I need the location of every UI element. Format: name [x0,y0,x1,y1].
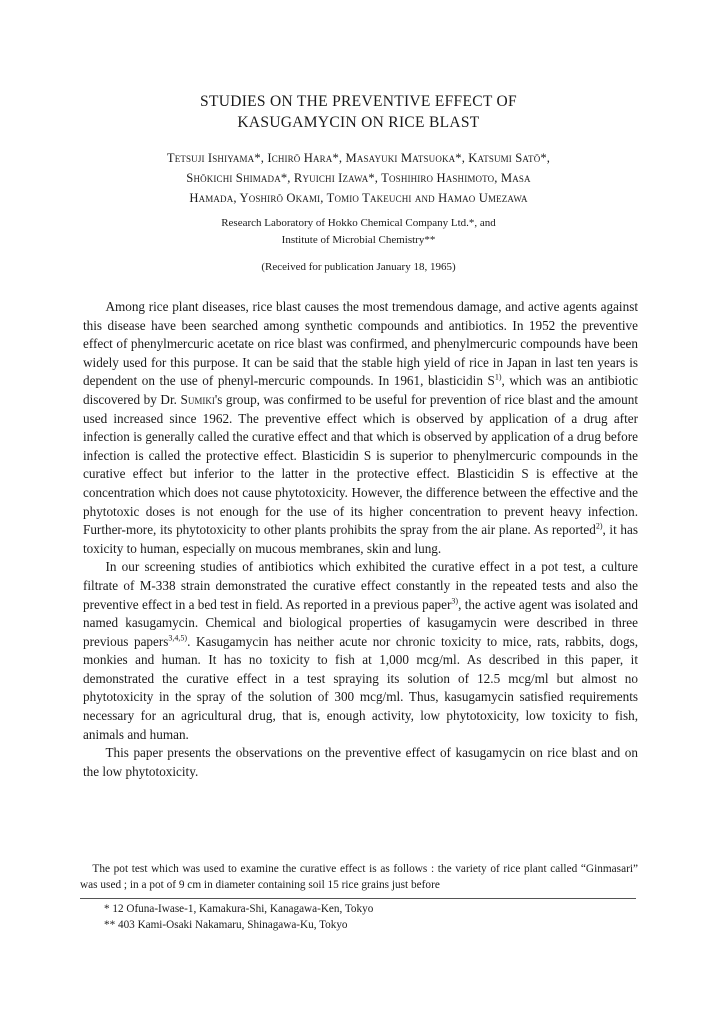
paragraph-text: 's group, was confirmed to be useful for prevention of rice blast and the amount used increased since 1962. The preventive effect which is observed by application of a drug after infection is generally called the curative effect and that which is observed by application of a drug before infection is called the protective effect. Blasticidin S is superior to phenylmercuric compounds in the curative effect but inferior to the latter in the protective effect. Blasticidin S is effective at the concentration which does not cause phytotoxicity. However, the difference between the effective and the phytotoxic doses is not enough for the use of its higher concentration to prevent heavy infection. Further-more, its phytotoxicity to other plants prohibits the spray from the air plane. As reported [83,391,639,538]
paragraph-text: Among rice plant diseases, rice blast causes the most tremendous damage, and active agents against this disease have been searched among synthetic compounds and antibiotics. In 1952 the preventive effect of phenylmercuric acetate on rice blast was confirmed, and phenylmercuric compounds have been widely used for this purpose. It can be said that the stable high yield of rice in Japan in last ten years is dependent on the use of phenyl-mercuric compounds. In 1961, blasticidin S [83,299,638,389]
article-title-line-1: STUDIES ON THE PREVENTIVE EFFECT OF [200,93,517,110]
reference-marker: 1) [494,372,502,382]
method-note: The pot test which was used to examine the curative effect is as follows : the variety of rice plant called “Ginmasari” was used ; in a pot of 9 cm in diameter containing soil 15 rice grains just before [80,863,638,891]
paragraph-text: , it has toxicity to human, especially on mucous membranes, skin and lung. [83,522,638,556]
authors-line-1: Tetsuji Ishiyama*, Ichirō Hara*, Masayuki Matsuoka*, Katsumi Satō*, [166,151,551,165]
footnote-2: ** 403 Kami-Osaki Nakamaru, Shinagawa-Ku, Tokyo [104,919,348,931]
paragraph-text: In our screening studies of antibiotics which exhibited the curative effect in a pot test, a culture filtrate of M-338 strain demonstrated the curative effect constantly in the repeated tests and also the preventive effect in a bed test in field. As reported in a previous paper [83,559,638,612]
paragraph-screening [83,558,638,744]
affiliation-line-2: Institute of Microbial Chemistry** [281,234,436,246]
reference-marker: 3) [451,596,459,606]
authors-line-3: Hamada, Yoshirō Okami, Tomio Takeuchi and Hamao Umezawa [189,191,528,205]
paragraph-introduction [83,298,638,558]
received-date: (Received for publication January 18, 1965) [261,261,456,273]
paragraph-text: . Kasugamycin has neither acute nor chronic toxicity to mice, rats, rabbits, dogs, monkies and human. It has no toxicity to fish at 1,000 mcg/ml. As described in this paper, it demonstrated the curative effect in a test spraying its solution of 12.5 mcg/ml but almost no phytotoxicity in the spray of the solution of 300 mcg/ml. Thus, kasugamycin satisfied requirements necessary for an agricultural drug, that is, enough activity, low phytotoxicity, low toxicity to fish, animals and human. [83,633,638,742]
authors-line-2: Shōkichi Shimada*, Ryuichi Izawa*, Toshihiro Hashimoto, Masa [186,171,531,185]
author-name: Sumiki [180,391,215,407]
reference-marker: 2) [595,521,603,531]
paragraph-purpose: This paper presents the observations on the preventive effect of kasugamycin on rice blast and on the low phytotoxicity. [83,745,638,779]
article-body [83,298,638,781]
footnote-1: * 12 Ofuna-Iwase-1, Kamakura-Shi, Kanagawa-Ken, Tokyo [104,903,374,915]
footnote-divider [80,898,636,899]
article-title-line-2: KASUGAMYCIN ON RICE BLAST [237,114,480,131]
affiliation-line-1: Research Laboratory of Hokko Chemical Company Ltd.*, and [221,217,496,229]
reference-marker: 3,4,5) [168,633,188,643]
paragraph-text: , which was an antibiotic discovered by Dr. [83,373,639,407]
paragraph-text: , the active agent was isolated and named kasugamycin. Chemical and biological properties of kasugamycin were described in three previous papers [83,596,638,649]
